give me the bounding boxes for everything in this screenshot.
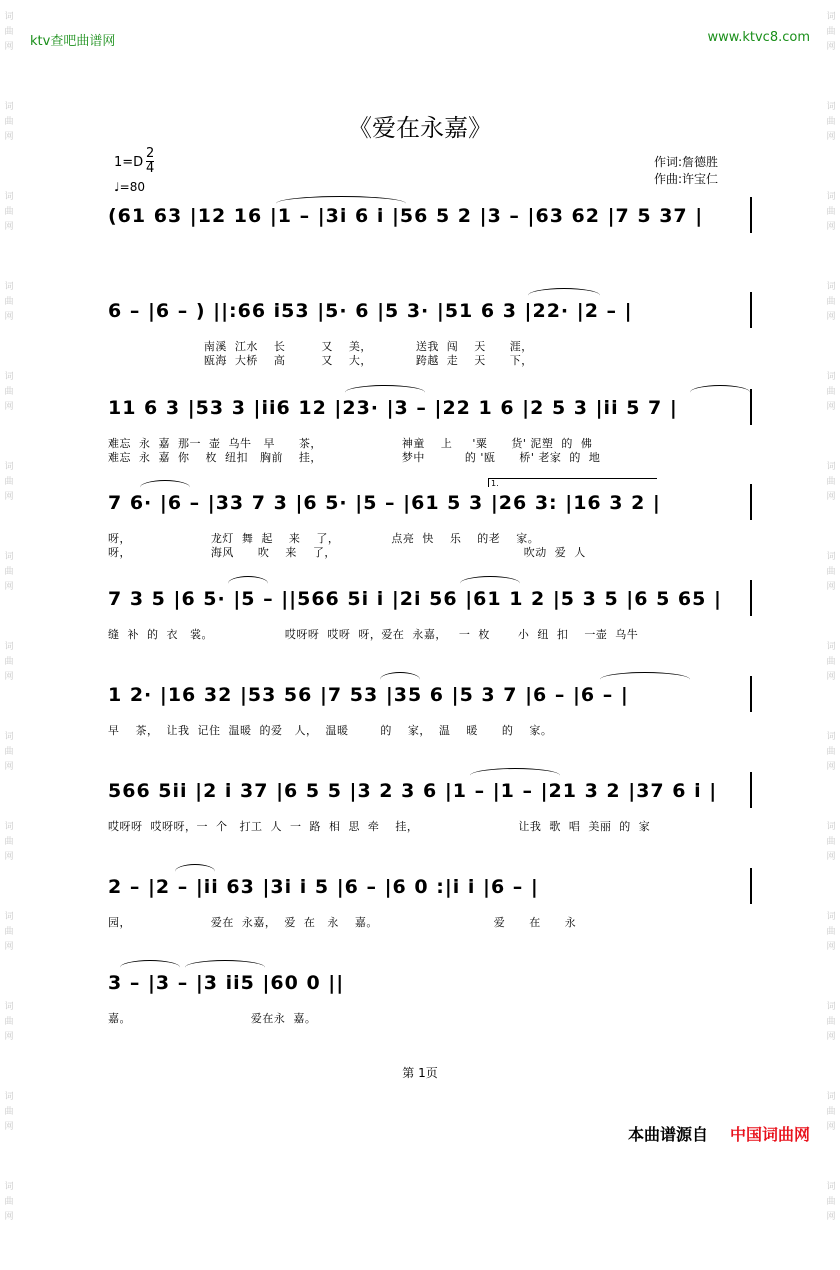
lyric-line: 呀， 海风 吹 来 了， 吹动 爱 人 (108, 546, 586, 559)
watermark-text: 词 曲 网 (826, 1002, 836, 1042)
key-signature: 1=D (114, 155, 144, 170)
watermark-text: 词 曲 网 (826, 552, 836, 592)
slur-mark (460, 576, 520, 591)
lyric-line: 园， 爱在 永嘉， 爱 在 永 嘉。 爱 在 永 (108, 916, 577, 929)
header-site-url[interactable]: www.ktvc8.com (707, 30, 810, 45)
notation-line: 1 2· |16 32 |53 56 |7 53 |35 6 |5 3 7 |6 – |6 – | (108, 684, 629, 706)
watermark-text: 词 曲 网 (826, 282, 836, 322)
notation-line: 3 – |3 – |3 ii5 |60 0 || (108, 972, 345, 994)
watermark-text: 词 曲 网 (4, 912, 14, 952)
source-prefix: 本曲谱源自 (627, 1125, 708, 1144)
slur-mark (380, 672, 420, 687)
watermark-text: 词 曲 网 (4, 1182, 14, 1222)
lyric-line: 早 茶， 让我 记住 温暖 的爱 人， 温暖 的 家， 温 暖 的 家。 (108, 724, 553, 737)
watermark-text: 词 曲 网 (4, 102, 14, 142)
page-number: 第 1页 (402, 1066, 438, 1080)
source-credit (628, 1122, 810, 1145)
slur-mark (528, 288, 600, 303)
lyric-line: 缝 补 的 衣 裳。 哎呀呀 哎呀 呀，爱在 永嘉， 一 枚 小 纽 扣 一壶 乌牛 (108, 628, 639, 641)
time-signature-numerator: 2 (146, 146, 155, 161)
system-end-barline (750, 868, 752, 904)
watermark-left (2, 10, 16, 1222)
song-title: 《爱在永嘉》 (348, 114, 492, 142)
notation-line: 7 6· |6 – |33 7 3 |6 5· |5 – |61 5 3 |26 3: |16 3 2 | (108, 492, 661, 514)
watermark-text: 词 曲 网 (4, 822, 14, 862)
lyric-line: 南溪 江水 长 又 美， 送我 闯 天 涯， (108, 340, 533, 353)
slur-mark (690, 385, 750, 400)
watermark-text: 词 曲 网 (826, 732, 836, 772)
slur-mark (600, 672, 690, 687)
lyricist-credit: 作词:詹德胜 (654, 155, 719, 169)
watermark-text: 词 曲 网 (826, 822, 836, 862)
system-end-barline (750, 676, 752, 712)
watermark-text: 词 曲 网 (4, 1002, 14, 1042)
watermark-text: 词 曲 网 (4, 552, 14, 592)
system-end-barline (750, 292, 752, 328)
source-site-link[interactable]: 中国词曲网 (729, 1125, 810, 1144)
slur-mark (185, 960, 265, 975)
lyric-line: 哎呀呀 哎呀呀，一 个 打工 人 一 路 相 思 牵 挂， 让我 歌 唱 美丽 的 家 (108, 820, 651, 833)
header-site-name[interactable]: ktv查吧曲谱网 (30, 34, 116, 49)
first-ending-bracket: 1. (488, 478, 657, 487)
watermark-text: 词 曲 网 (4, 372, 14, 412)
system-end-barline (750, 484, 752, 520)
lyric-line: 难忘 永 嘉 那一 壶 乌牛 早 茶， 神童 上 '粟 货' 泥塑 的 佛 (108, 437, 593, 450)
watermark-text: 词 曲 网 (4, 732, 14, 772)
watermark-text: 词 曲 网 (826, 1182, 836, 1222)
watermark-text: 词 曲 网 (826, 642, 836, 682)
slur-mark (140, 480, 190, 495)
slur-mark (120, 960, 180, 975)
lyric-line: 呀， 龙灯 舞 起 来 了， 点亮 快 乐 的老 家。 (108, 532, 540, 545)
watermark-text: 词 曲 网 (4, 1092, 14, 1132)
slur-mark (276, 196, 406, 211)
system-end-barline (750, 580, 752, 616)
watermark-text: 词 曲 网 (826, 912, 836, 952)
watermark-text: 词 曲 网 (4, 12, 14, 52)
tempo-marking: ♩=80 (114, 180, 145, 194)
notation-line: 2 – |2 – |ii 63 |3i i 5 |6 – |6 0 :|i i |6 – | (108, 876, 539, 898)
notation-line: 7 3 5 |6 5· |5 – ||566 5i i |2i 56 |61 1 2 |5 3 5 |6 5 65 | (108, 588, 722, 610)
watermark-text: 词 曲 网 (826, 1092, 836, 1132)
watermark-right (824, 10, 838, 1222)
watermark-text: 词 曲 网 (826, 12, 836, 52)
slur-mark (228, 576, 268, 591)
watermark-text: 词 曲 网 (4, 462, 14, 502)
watermark-text: 词 曲 网 (826, 462, 836, 502)
notation-line: 11 6 3 |53 3 |ii6 12 |23· |3 – |22 1 6 |2 5 3 |ii 5 7 | (108, 397, 678, 419)
watermark-text: 词 曲 网 (4, 642, 14, 682)
watermark-text: 词 曲 网 (826, 102, 836, 142)
notation-line: (61 63 |12 16 |1 – |3i 6 i |56 5 2 |3 – |63 62 |7 5 37 | (108, 205, 704, 227)
system-end-barline (750, 772, 752, 808)
watermark-text: 词 曲 网 (4, 192, 14, 232)
system-end-barline (750, 197, 752, 233)
time-signature (146, 147, 154, 176)
lyric-line: 嘉。 爱在永 嘉。 (108, 1012, 317, 1025)
notation-line: 566 5ii |2 i 37 |6 5 5 |3 2 3 6 |1 – |1 – |21 3 2 |37 6 i | (108, 780, 718, 802)
system-end-barline (750, 389, 752, 425)
watermark-text: 词 曲 网 (826, 192, 836, 232)
lyric-line: 瓯海 大桥 高 又 大， 跨越 走 天 下， (108, 354, 533, 367)
slur-mark (345, 385, 425, 400)
watermark-text: 词 曲 网 (4, 282, 14, 322)
slur-mark (470, 768, 560, 783)
watermark-text: 词 曲 网 (826, 372, 836, 412)
composer-credit: 作曲:许宝仁 (654, 172, 719, 186)
slur-mark (175, 864, 215, 879)
notation-line: 6 – |6 – ) ||:66 i53 |5· 6 |5 3· |51 6 3 |22· |2 – | (108, 300, 633, 322)
time-signature-denominator: 4 (146, 161, 155, 176)
lyric-line: 难忘 永 嘉 你 枚 纽扣 胸前 挂， 梦中 的 '瓯 桥' 老家 的 地 (108, 451, 601, 464)
